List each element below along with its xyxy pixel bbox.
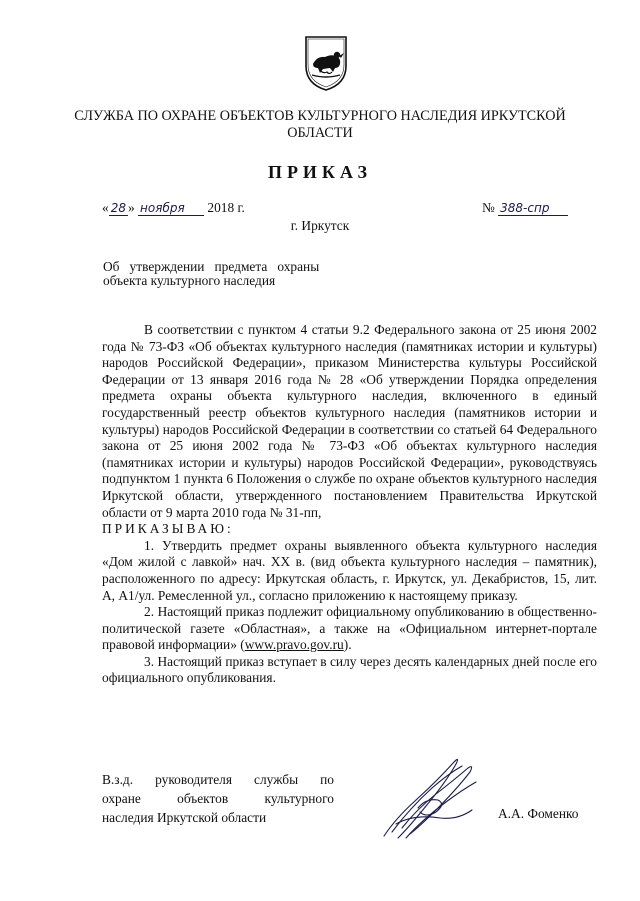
order-subject bbox=[103, 260, 353, 288]
city: г. Иркутск bbox=[290, 218, 350, 233]
position-line3: наследия Иркутской области bbox=[102, 810, 267, 825]
item-1: 1. Утвердить предмет охраны выявленного объекта культурного наследия «Дом жилой с лавкой» нач. XX в. (вид объекта культурного наследия – памятник), расположенного по адресу: Иркутская область, г. Иркутск, ул. Декабристов, 15, лит. А, А1/ул. Ремесленной ул., согласно приложению к настоящему приказу. bbox=[102, 537, 597, 603]
signatory-position bbox=[102, 770, 334, 827]
order-date bbox=[102, 200, 245, 217]
agency-name-line2: ОБЛАСТИ bbox=[287, 125, 353, 141]
subject-line1: Об утверждении предмета охраны bbox=[103, 259, 320, 274]
item-2-text: 2. Настоящий приказ подлежит официальному опубликованию в общественно-политической газете «Областная», а также на «Официальном интернет-портале правовой информации» ( bbox=[102, 604, 597, 653]
pravo-link[interactable]: www.pravo.gov.ru bbox=[244, 637, 344, 653]
agency-name-line1: СЛУЖБА ПО ОХРАНЕ ОБЪЕКТОВ КУЛЬТУРНОГО НАСЛЕДИЯ ИРКУТСКОЙ bbox=[74, 108, 566, 124]
agency-name bbox=[70, 108, 570, 142]
coat-of-arms-icon bbox=[303, 34, 349, 92]
order-body bbox=[102, 322, 597, 687]
date-quote-close: » bbox=[127, 200, 135, 215]
position-line2: охране объектов культурного bbox=[102, 791, 334, 806]
number-sign: № bbox=[482, 200, 495, 215]
signature-icon bbox=[376, 748, 486, 848]
order-word: ПРИКАЗЫВАЮ: bbox=[102, 521, 234, 537]
number-value: 388-спр bbox=[498, 202, 568, 216]
order-number bbox=[482, 200, 568, 217]
date-quote-open: « bbox=[102, 200, 109, 215]
document-title: ПРИКАЗ bbox=[267, 162, 373, 182]
signatory-name: А.А. Фоменко bbox=[498, 806, 579, 821]
subject-line2: объекта культурного наследия bbox=[103, 273, 276, 288]
position-line1: В.з.д. руководителя службы по bbox=[102, 772, 334, 787]
preamble-paragraph: В соответствии с пунктом 4 статьи 9.2 Федерального закона от 25 июня 2002 года № 73-ФЗ «Об объектах культурного наследия (памятниках истории и культуры) народов Российской Федерации», приказом Министерства культуры Российской Федерации от 13 января 2016 года № 28 «Об утверждении Порядка определения предмета охраны объекта культурного наследия, включенного в единый государственный реестр объектов культурного наследия (памятников истории и культуры) народов Российской Федерации в соответствии со статьей 64 Федерального закона от 25 июня 2002 года № 73-ФЗ «Об объектах культурного наследия (памятниках истории и культуры) народов Российской Федерации», руководствуясь подпунктом 1 пункта 6 Положения о службе по охране объектов культурного наследия Иркутской области, утвержденного постановлением Правительства Иркутской области от 9 марта 2010 года № 31-пп, bbox=[102, 322, 597, 520]
item-3: 3. Настоящий приказ вступает в силу через десять календарных дней после его официального опубликования. bbox=[102, 653, 597, 686]
date-month: ноября bbox=[138, 202, 204, 216]
item-2-end: ). bbox=[343, 637, 352, 653]
item-2 bbox=[102, 604, 597, 654]
date-day: 28 bbox=[110, 201, 126, 215]
date-year: 2018 г. bbox=[207, 200, 245, 215]
